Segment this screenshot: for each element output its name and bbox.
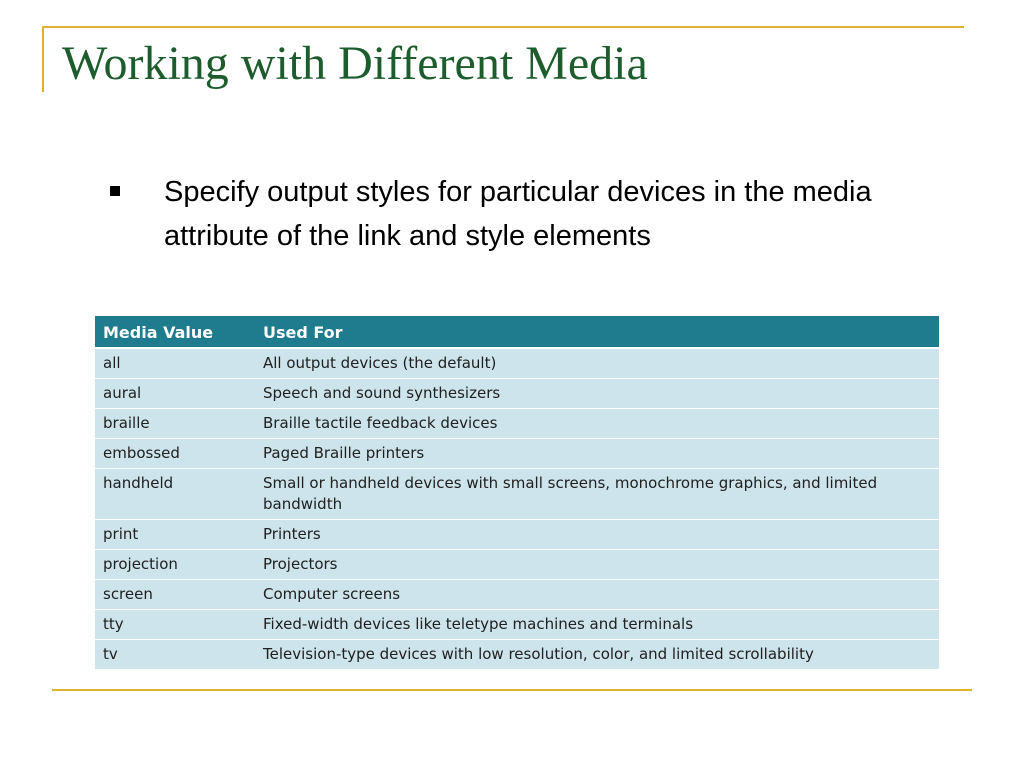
used-for-cell: Speech and sound synthesizers bbox=[263, 384, 501, 402]
used-for-cell: Fixed-width devices like teletype machines and terminals bbox=[263, 615, 694, 633]
frame-left-line bbox=[42, 26, 44, 92]
media-value-cell: handheld bbox=[103, 474, 174, 492]
used-for-cell: Braille tactile feedback devices bbox=[263, 414, 498, 432]
frame-top-line bbox=[42, 26, 964, 28]
media-value-cell: print bbox=[103, 525, 139, 543]
table-row bbox=[95, 409, 939, 439]
slide-title: Working with Different Media bbox=[62, 37, 648, 90]
table-row bbox=[95, 469, 939, 520]
used-for-cell: Computer screens bbox=[263, 585, 401, 603]
media-values-table bbox=[95, 316, 939, 669]
media-value-cell: screen bbox=[103, 585, 153, 603]
table-row bbox=[95, 580, 939, 610]
table-header-row bbox=[95, 316, 939, 348]
media-value-cell: tv bbox=[103, 645, 118, 663]
table-row bbox=[95, 520, 939, 550]
header-used-for: Used For bbox=[263, 323, 343, 342]
used-for-cell: Printers bbox=[263, 525, 321, 543]
used-for-cell: Projectors bbox=[263, 555, 338, 573]
bullet-square-icon bbox=[110, 186, 120, 196]
table-row bbox=[95, 439, 939, 469]
media-value-cell: projection bbox=[103, 555, 178, 573]
frame-bottom-line bbox=[52, 689, 972, 691]
media-value-cell: embossed bbox=[103, 444, 180, 462]
used-for-cell: Television-type devices with low resolution, color, and limited scrollability bbox=[263, 645, 814, 663]
media-value-cell: braille bbox=[103, 414, 150, 432]
media-value-cell: tty bbox=[103, 615, 124, 633]
table-row bbox=[95, 550, 939, 580]
table-row bbox=[95, 640, 939, 670]
bullet-text: Specify output styles for particular devices in the media attribute of the link and style elements bbox=[164, 176, 872, 252]
media-value-cell: aural bbox=[103, 384, 142, 402]
used-for-cell: Small or handheld devices with small screens, monochrome graphics, and limited bandwidth bbox=[263, 474, 878, 513]
used-for-cell: All output devices (the default) bbox=[263, 354, 497, 372]
used-for-cell: Paged Braille printers bbox=[263, 444, 425, 462]
table-row bbox=[95, 610, 939, 640]
table-row bbox=[95, 379, 939, 409]
media-value-cell: all bbox=[103, 354, 121, 372]
header-media-value: Media Value bbox=[103, 323, 214, 342]
table-row bbox=[95, 348, 939, 379]
